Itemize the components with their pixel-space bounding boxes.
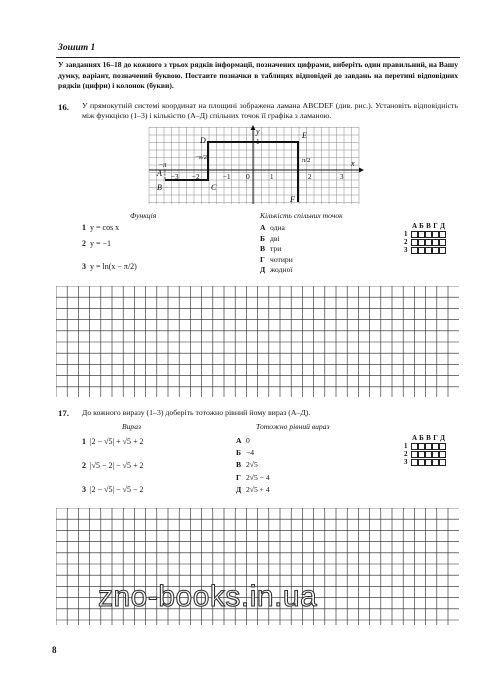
answer-cell[interactable] [411,459,418,466]
tick-1: 1 [270,173,274,181]
task17-option-a: А 0 [236,436,250,445]
answer-table-letters: А Б В Г Д [411,434,445,442]
tick-2: 2 [308,173,312,181]
task17-expression-2: 2 |√5 − 2| − √5 + 2 [82,461,144,470]
answer-cell[interactable] [439,443,446,450]
tick-pi-half: π/2 [302,157,311,164]
task16-options [260,223,293,276]
answer-cell[interactable] [418,247,425,254]
answer-cell[interactable] [411,451,418,458]
answer-cell[interactable] [411,443,418,450]
label-B: B [157,183,162,192]
task17-option-g: Г 2√5 − 4 [236,472,270,482]
answer-cell[interactable] [432,451,439,458]
task17-left-header: Вираз [122,422,141,431]
tick-minus-pi: −π [159,161,167,169]
task16-work-grid[interactable] [56,286,460,398]
y-axis-label: y [256,127,260,136]
task17-expression-3: 3 |2 − √5| − √5 − 2 [82,485,144,494]
task16-function-1: 1 y = cos x [82,223,120,232]
answer-row-3: 3 [404,246,446,254]
label-F: F [290,195,295,204]
answer-row-1: 1 [404,442,446,450]
task17-right-header: Тотожно рівний вираз [256,422,330,431]
watermark: zno-books.in.ua [98,580,318,613]
x-axis-label: x [351,159,355,168]
answer-cell[interactable] [425,239,432,246]
task16-text: У прямокутній системі координат на площині зображена ламана ABCDEF (див. рис.). Установіть відповідність між функцією (1–3) і кількістю (А–Д) спільних точок її графіка з ламаною. [82,101,458,121]
tick-y-1: 1 [256,138,260,146]
page-number: 8 [52,645,57,655]
tick-minus-pi-half: −π/2 [195,154,208,161]
task16-option-d: Д жодної [260,265,293,275]
answer-cell[interactable] [439,231,446,238]
task17-options [236,435,270,496]
task17-number: 17. [58,408,69,418]
answer-cell[interactable] [425,459,432,466]
answer-cell[interactable] [432,443,439,450]
answer-cell[interactable] [432,247,439,254]
answer-row-3: 3 [404,458,446,466]
answer-cell[interactable] [418,451,425,458]
task17-text: До кожного виразу (1–3) доберіть тотожно рівний йому вираз (А–Д). [82,408,311,417]
task16-right-header: Кількість спільних точок [260,211,343,220]
label-C: C [211,183,217,192]
answer-cell[interactable] [418,239,425,246]
answer-cell[interactable] [432,239,439,246]
answer-cell[interactable] [411,247,418,254]
answer-cell[interactable] [439,239,446,246]
answer-row-2: 2 [404,450,446,458]
task16-function-3: 3 y = ln(x − π/2) [82,262,137,271]
header-divider [56,57,460,58]
answer-cell[interactable] [439,459,446,466]
task16-option-a: А одна [260,223,285,232]
answer-cell[interactable] [432,231,439,238]
task16-option-v: В три [260,244,282,254]
answer-cell[interactable] [411,239,418,246]
answer-cell[interactable] [425,443,432,450]
task16-graph [145,124,365,206]
answer-row-2: 2 [404,238,446,246]
task17-option-b: Б −4 [236,448,255,458]
answer-table-letters: А Б В Г Д [411,222,445,230]
task17-answer-table [404,434,446,466]
answer-cell[interactable] [439,451,446,458]
answer-cell[interactable] [418,443,425,450]
task16-answer-table [404,222,446,254]
answer-cell[interactable] [439,247,446,254]
answer-cell[interactable] [432,459,439,466]
graph-grid [149,127,359,204]
answer-cell[interactable] [425,247,432,254]
label-E: E [302,131,307,140]
tick-minus-1: −1 [223,173,231,181]
task16-option-b: Б дві [260,233,280,243]
answer-row-1: 1 [404,230,446,238]
answer-cell[interactable] [418,231,425,238]
task17-expression-1: 1 |2 − √5| + √5 + 2 [82,437,144,446]
label-D: D [200,136,206,145]
tick-minus-3: −3 [171,173,179,181]
answer-cell[interactable] [418,459,425,466]
task16-number: 16. [58,102,69,112]
task17-option-v: В 2√5 [236,460,258,470]
x-axis-arrow [359,168,364,173]
tick-minus-2: −2 [192,173,200,181]
answer-cell[interactable] [425,451,432,458]
answer-cell[interactable] [411,231,418,238]
origin-label: 0 [246,172,250,181]
task16-left-header: Функція [130,211,157,220]
label-A: A [157,169,162,178]
task17-option-d: Д 2√5 + 4 [236,484,270,494]
task16-option-g: Г чотири [260,254,293,264]
tick-3: 3 [340,173,344,181]
instruction-text: У завданнях 16–18 до кожного з трьох рядків інформації, позначених цифрами, виберіть один правильний, на Вашу думку, варіант, позначений буквою. Поставте позначки в таблицях відповідей до завдань на перетині відповідних рядків (цифри) і колонок (букви). [58,60,458,91]
answer-cell[interactable] [425,231,432,238]
notebook-title: Зошит 1 [58,43,96,53]
task16-function-2: 2 y = −1 [82,239,112,248]
